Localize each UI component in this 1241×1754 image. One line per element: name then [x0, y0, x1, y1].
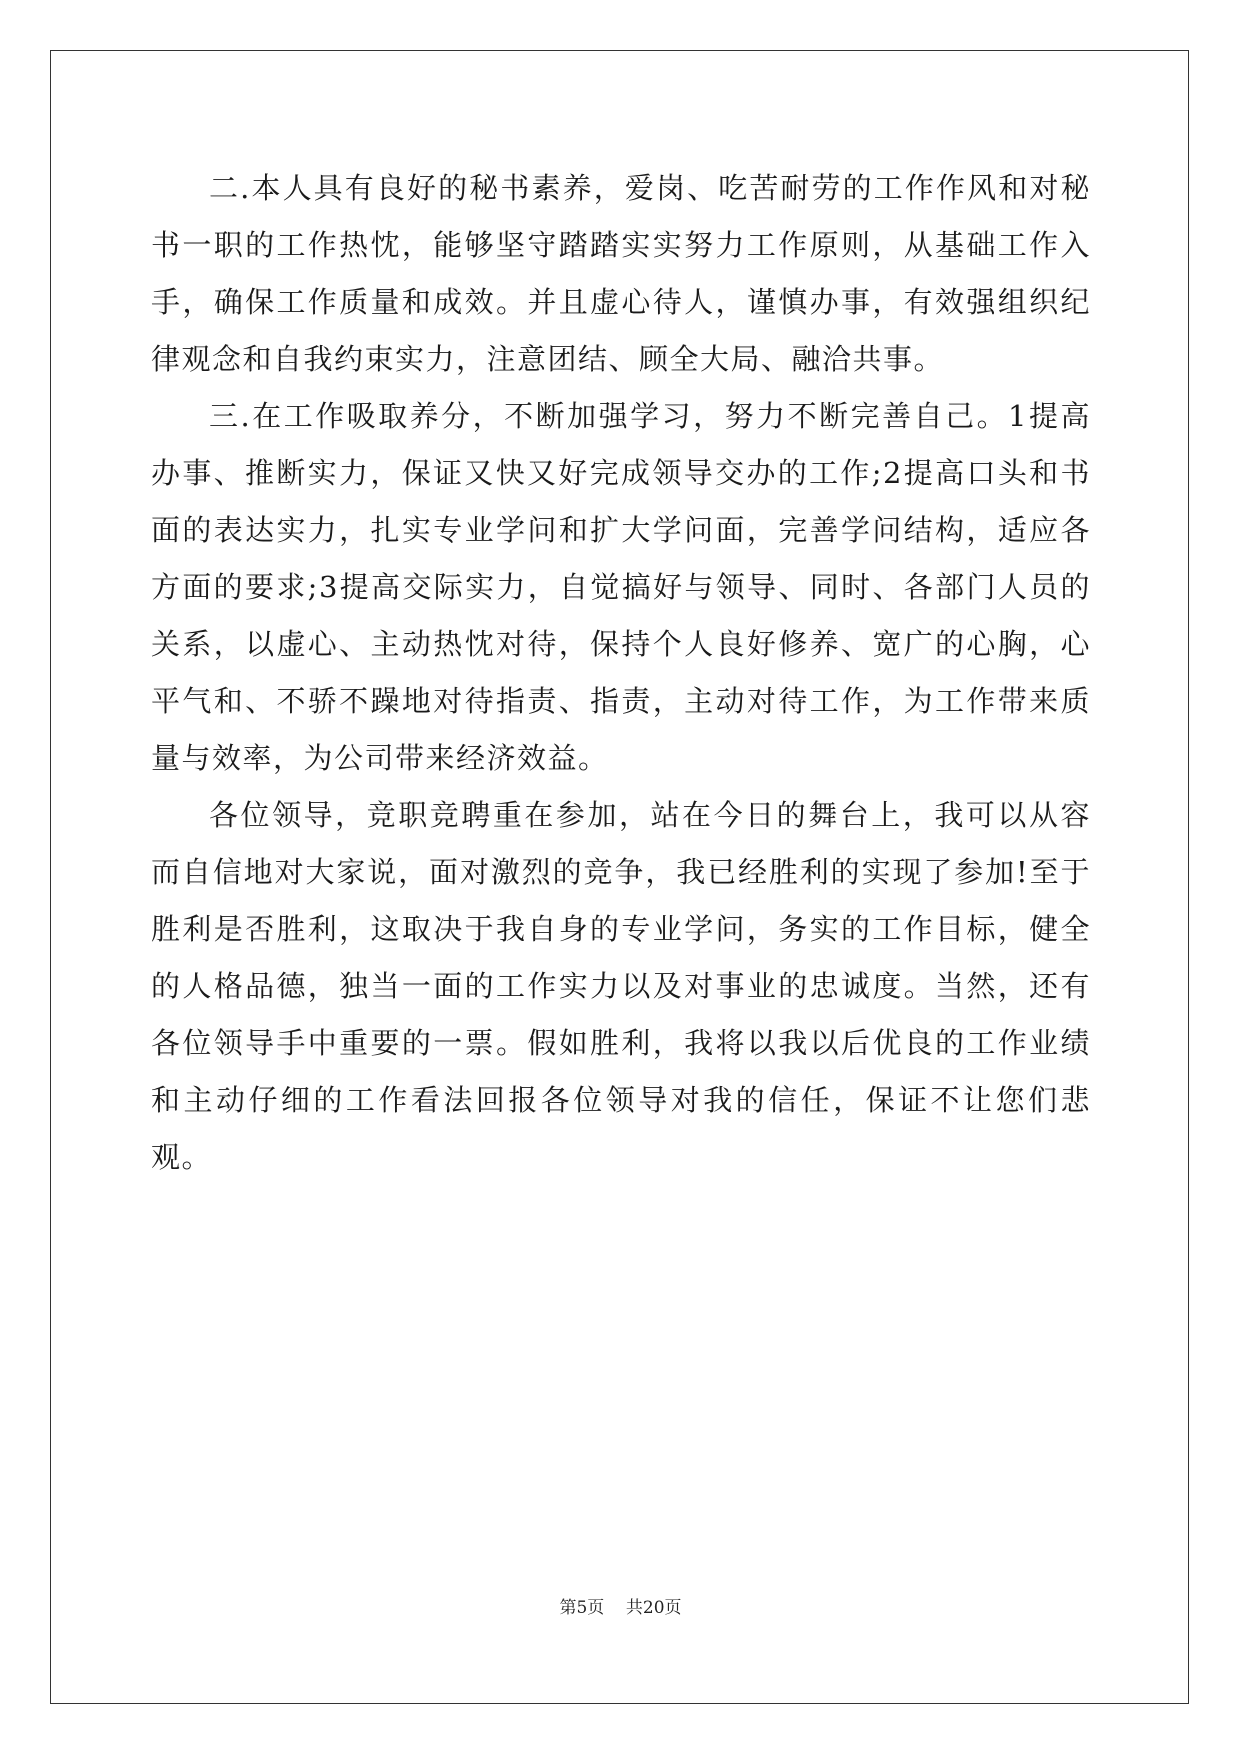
page-number: 第5页: [559, 1598, 605, 1618]
page-total: 共20页: [625, 1598, 682, 1618]
page-footer: [0, 1593, 1241, 1618]
document-body: [151, 160, 1091, 1186]
paragraph-2: 二.本人具有良好的秘书素养，爱岗、吃苦耐劳的工作作风和对秘书一职的工作热忱，能够坚守踏踏实实努力工作原则，从基础工作入手，确保工作质量和成效。并且虚心待人，谨慎办事，有效强组织纪律观念和自我约束实力，注意团结、顾全大局、融洽共事。: [151, 171, 1091, 376]
paragraph-3: 三.在工作吸取养分，不断加强学习，努力不断完善自己。1提高办事、推断实力，保证又快又好完成领导交办的工作;2提高口头和书面的表达实力，扎实专业学问和扩大学问面，完善学问结构，适应各方面的要求;3提高交际实力，自觉搞好与领导、同时、各部门人员的关系，以虚心、主动热忱对待，保持个人良好修养、宽广的心胸，心平气和、不骄不躁地对待指责、指责，主动对待工作，为工作带来质量与效率，为公司带来经济效益。: [151, 399, 1091, 775]
paragraph-closing: 各位领导，竞职竞聘重在参加，站在今日的舞台上，我可以从容而自信地对大家说，面对激烈的竞争，我已经胜利的实现了参加!至于胜利是否胜利，这取决于我自身的专业学问，务实的工作目标，健全的人格品德，独当一面的工作实力以及对事业的忠诚度。当然，还有各位领导手中重要的一票。假如胜利，我将以我以后优良的工作业绩和主动仔细的工作看法回报各位领导对我的信任，保证不让您们悲观。: [151, 798, 1091, 1174]
